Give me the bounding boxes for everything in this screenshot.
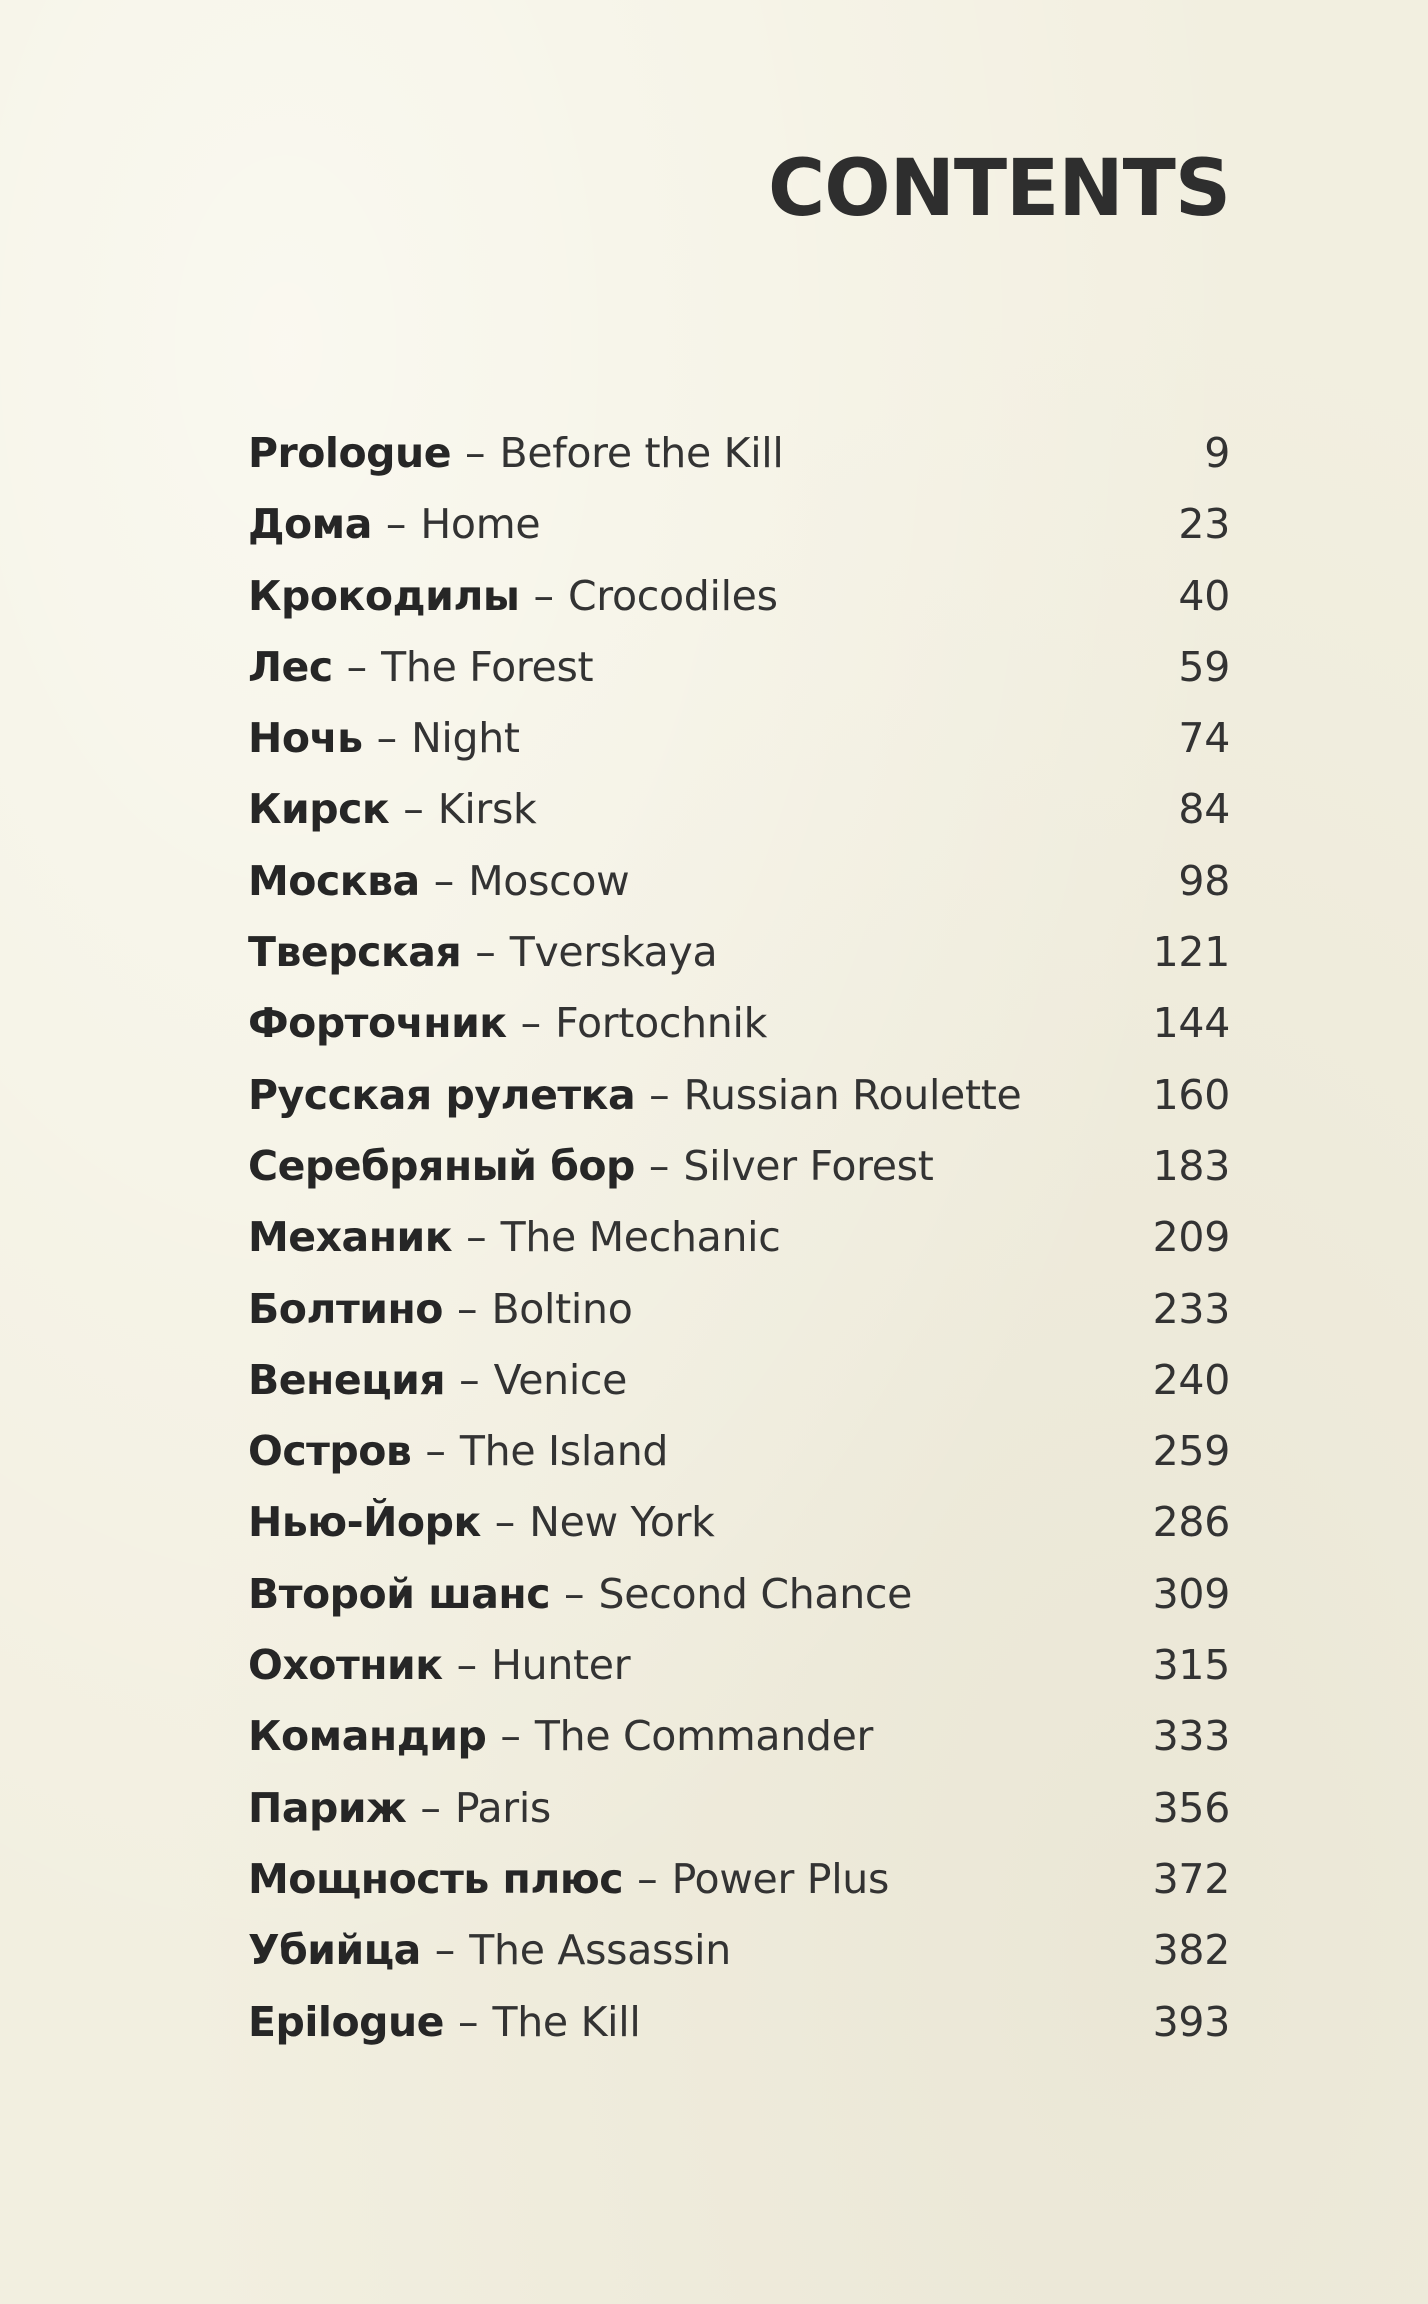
table-of-contents [248, 418, 1230, 2058]
toc-entry-title [248, 1274, 632, 1345]
toc-entry-title [248, 632, 593, 703]
chapter-page-number: 209 [1152, 1213, 1230, 1262]
chapter-english-title: The Kill [492, 1997, 641, 2046]
chapter-english-title: The Commander [534, 1712, 874, 1761]
toc-row [248, 1416, 1230, 1487]
title-separator: – [637, 1854, 658, 1903]
chapter-english-title: The Forest [381, 642, 594, 691]
toc-row [248, 632, 1230, 703]
chapter-page-number: 309 [1152, 1569, 1230, 1618]
chapter-english-title: Silver Forest [683, 1141, 934, 1190]
chapter-page-number: 59 [1178, 642, 1230, 691]
chapter-page-number: 286 [1152, 1498, 1230, 1547]
chapter-english-title: Home [420, 500, 541, 549]
toc-row [248, 917, 1230, 988]
chapter-english-title: Tverskaya [509, 928, 718, 977]
chapter-english-title: Venice [493, 1355, 628, 1404]
chapter-english-title: Second Chance [598, 1569, 913, 1618]
toc-row [248, 1701, 1230, 1772]
toc-entry-title [248, 1630, 630, 1701]
toc-row [248, 1274, 1230, 1345]
toc-entry-title [248, 1345, 627, 1416]
title-separator: – [376, 714, 398, 763]
chapter-page-number: 356 [1152, 1783, 1230, 1832]
toc-entry-title [248, 418, 783, 489]
chapter-russian-title: Лес [248, 642, 333, 691]
title-separator: – [648, 1141, 670, 1190]
toc-entry-title [248, 1487, 715, 1558]
toc-row [248, 1559, 1230, 1630]
chapter-english-title: Power Plus [671, 1854, 890, 1903]
chapter-russian-title: Крокодилы [248, 571, 520, 620]
chapter-english-title: Crocodiles [567, 571, 778, 620]
toc-row [248, 1060, 1230, 1131]
chapter-page-number: 382 [1152, 1926, 1230, 1975]
chapter-russian-title: Серебряный бор [248, 1141, 635, 1190]
chapter-page-number: 183 [1152, 1141, 1230, 1190]
title-separator: – [403, 785, 424, 834]
chapter-russian-title: Венеция [248, 1355, 446, 1404]
chapter-page-number: 160 [1152, 1070, 1230, 1119]
title-separator: – [500, 1712, 521, 1761]
toc-entry-title [248, 917, 717, 988]
title-separator: – [425, 1427, 446, 1476]
title-separator: – [564, 1569, 585, 1618]
toc-row [248, 1131, 1230, 1202]
chapter-russian-title: Тверская [248, 928, 462, 977]
toc-entry-title [248, 1202, 780, 1273]
chapter-russian-title: Париж [248, 1783, 407, 1832]
toc-entry-title [248, 1416, 668, 1487]
toc-row [248, 1844, 1230, 1915]
chapter-page-number: 393 [1152, 1997, 1230, 2046]
chapter-russian-title: Москва [248, 856, 420, 905]
title-separator: – [456, 1284, 478, 1333]
toc-entry-title [248, 1131, 934, 1202]
chapter-russian-title: Болтино [248, 1284, 443, 1333]
chapter-english-title: Paris [454, 1783, 551, 1832]
chapter-russian-title: Нью-Йорк [248, 1498, 481, 1547]
chapter-page-number: 233 [1152, 1284, 1230, 1333]
chapter-page-number: 121 [1152, 928, 1230, 977]
chapter-english-title: The Assassin [469, 1926, 731, 1975]
chapter-page-number: 333 [1152, 1712, 1230, 1761]
chapter-russian-title: Командир [248, 1712, 487, 1761]
title-separator: – [434, 1926, 456, 1975]
title-separator: – [459, 1355, 480, 1404]
toc-row [248, 1487, 1230, 1558]
contents-title: CONTENTS [768, 144, 1230, 234]
toc-row [248, 1987, 1230, 2058]
toc-entry-title [248, 1844, 889, 1915]
toc-entry-title [248, 846, 629, 917]
chapter-russian-title: Ночь [248, 714, 363, 763]
chapter-page-number: 84 [1178, 785, 1230, 834]
toc-row [248, 418, 1230, 489]
toc-entry-title [248, 703, 520, 774]
chapter-page-number: 144 [1152, 999, 1230, 1048]
chapter-page-number: 98 [1178, 856, 1230, 905]
title-separator: – [457, 1997, 479, 2046]
chapter-page-number: 240 [1152, 1355, 1230, 1404]
title-separator: – [385, 500, 407, 549]
chapter-english-title: The Mechanic [500, 1213, 781, 1262]
toc-entry-title [248, 1987, 640, 2058]
chapter-russian-title: Epilogue [248, 1997, 444, 2046]
chapter-english-title: Night [411, 714, 520, 763]
chapter-english-title: Kirsk [437, 785, 537, 834]
title-separator: – [533, 571, 554, 620]
toc-row [248, 846, 1230, 917]
chapter-russian-title: Дома [248, 500, 372, 549]
chapter-russian-title: Остров [248, 1427, 412, 1476]
chapter-russian-title: Prologue [248, 429, 452, 477]
toc-row [248, 703, 1230, 774]
chapter-page-number: 23 [1178, 500, 1230, 549]
toc-entry-title [248, 774, 536, 845]
chapter-english-title: Hunter [491, 1641, 631, 1690]
chapter-page-number: 315 [1152, 1641, 1230, 1690]
toc-entry-title [248, 1701, 873, 1772]
chapter-english-title: Before the Kill [499, 429, 784, 477]
toc-entry-title [248, 988, 767, 1059]
title-separator: – [649, 1070, 670, 1119]
chapter-page-number: 74 [1178, 714, 1230, 763]
toc-row [248, 489, 1230, 560]
toc-row [248, 1202, 1230, 1273]
chapter-russian-title: Русская рулетка [248, 1070, 636, 1119]
toc-entry-title [248, 1773, 551, 1844]
chapter-page-number: 372 [1152, 1854, 1230, 1903]
chapter-english-title: Moscow [468, 856, 630, 905]
title-separator: – [456, 1641, 478, 1690]
toc-entry-title [248, 1060, 1021, 1131]
chapter-russian-title: Механик [248, 1213, 453, 1262]
toc-row [248, 1630, 1230, 1701]
chapter-russian-title: Охотник [248, 1641, 443, 1690]
title-separator: – [346, 642, 368, 691]
title-separator: – [465, 429, 486, 477]
toc-entry-title [248, 1559, 912, 1630]
chapter-page-number: 259 [1152, 1427, 1230, 1476]
chapter-russian-title: Второй шанс [248, 1569, 551, 1618]
title-separator: – [433, 856, 455, 905]
chapter-english-title: Boltino [491, 1284, 633, 1333]
toc-entry-title [248, 1915, 731, 1986]
chapter-english-title: The Island [459, 1427, 669, 1476]
toc-row [248, 1345, 1230, 1416]
title-separator: – [475, 928, 496, 977]
toc-row [248, 774, 1230, 845]
chapter-english-title: Russian Roulette [683, 1070, 1022, 1119]
title-separator: – [494, 1498, 516, 1547]
chapter-english-title: Fortochnik [555, 999, 768, 1048]
chapter-page-number: 9 [1204, 429, 1230, 477]
toc-entry-title [248, 489, 540, 560]
toc-entry-title [248, 561, 778, 632]
chapter-page-number: 40 [1178, 571, 1230, 620]
title-separator: – [466, 1213, 487, 1262]
chapter-russian-title: Форточник [248, 999, 507, 1048]
toc-row [248, 1915, 1230, 1986]
toc-row [248, 988, 1230, 1059]
chapter-russian-title: Кирск [248, 785, 390, 834]
chapter-english-title: New York [529, 1498, 715, 1547]
toc-row [248, 1773, 1230, 1844]
title-separator: – [520, 999, 542, 1048]
chapter-russian-title: Мощность плюс [248, 1854, 624, 1903]
toc-row [248, 561, 1230, 632]
title-separator: – [420, 1783, 441, 1832]
chapter-russian-title: Убийца [248, 1926, 421, 1975]
